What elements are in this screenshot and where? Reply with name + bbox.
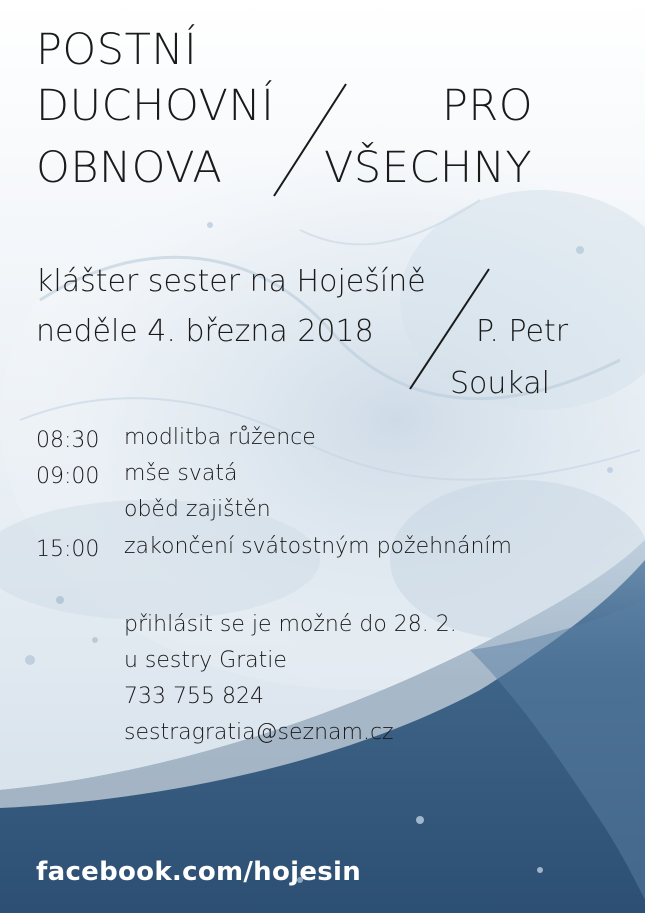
registration-deadline: přihlásit se je možné do 28. 2. — [124, 612, 457, 637]
place-text: klášter sester na Hoješíně — [36, 264, 426, 299]
schedule-time-2: 09:00 — [36, 464, 100, 489]
contact-email: sestragratia@seznam.cz — [124, 720, 394, 745]
date-text: neděle 4. března 2018 — [36, 314, 374, 349]
speaker-line-1: P. Petr — [476, 314, 569, 349]
title-line-3: OBNOVA — [36, 143, 223, 193]
contact-person: u sestry Gratie — [124, 648, 287, 673]
schedule-time-1: 08:30 — [36, 428, 100, 453]
title-right-line-1: PRO — [442, 81, 534, 131]
schedule-activity-1: modlitba růžence — [124, 425, 316, 450]
title-line-1: POSTNÍ — [36, 25, 198, 75]
schedule-time-4: 15:00 — [36, 537, 100, 562]
title-right-line-2: VŠECHNY — [324, 143, 533, 193]
speaker-line-2: Soukal — [450, 366, 550, 401]
schedule-activity-4: zakončení svátostným požehnáním — [124, 534, 512, 559]
schedule-activity-3: oběd zajištěn — [124, 497, 271, 522]
schedule-activity-2: mše svatá — [124, 461, 238, 486]
title-line-2: DUCHOVNÍ — [36, 81, 275, 131]
contact-phone: 733 755 824 — [124, 684, 264, 709]
facebook-link[interactable]: facebook.com/hojesin — [36, 857, 362, 887]
